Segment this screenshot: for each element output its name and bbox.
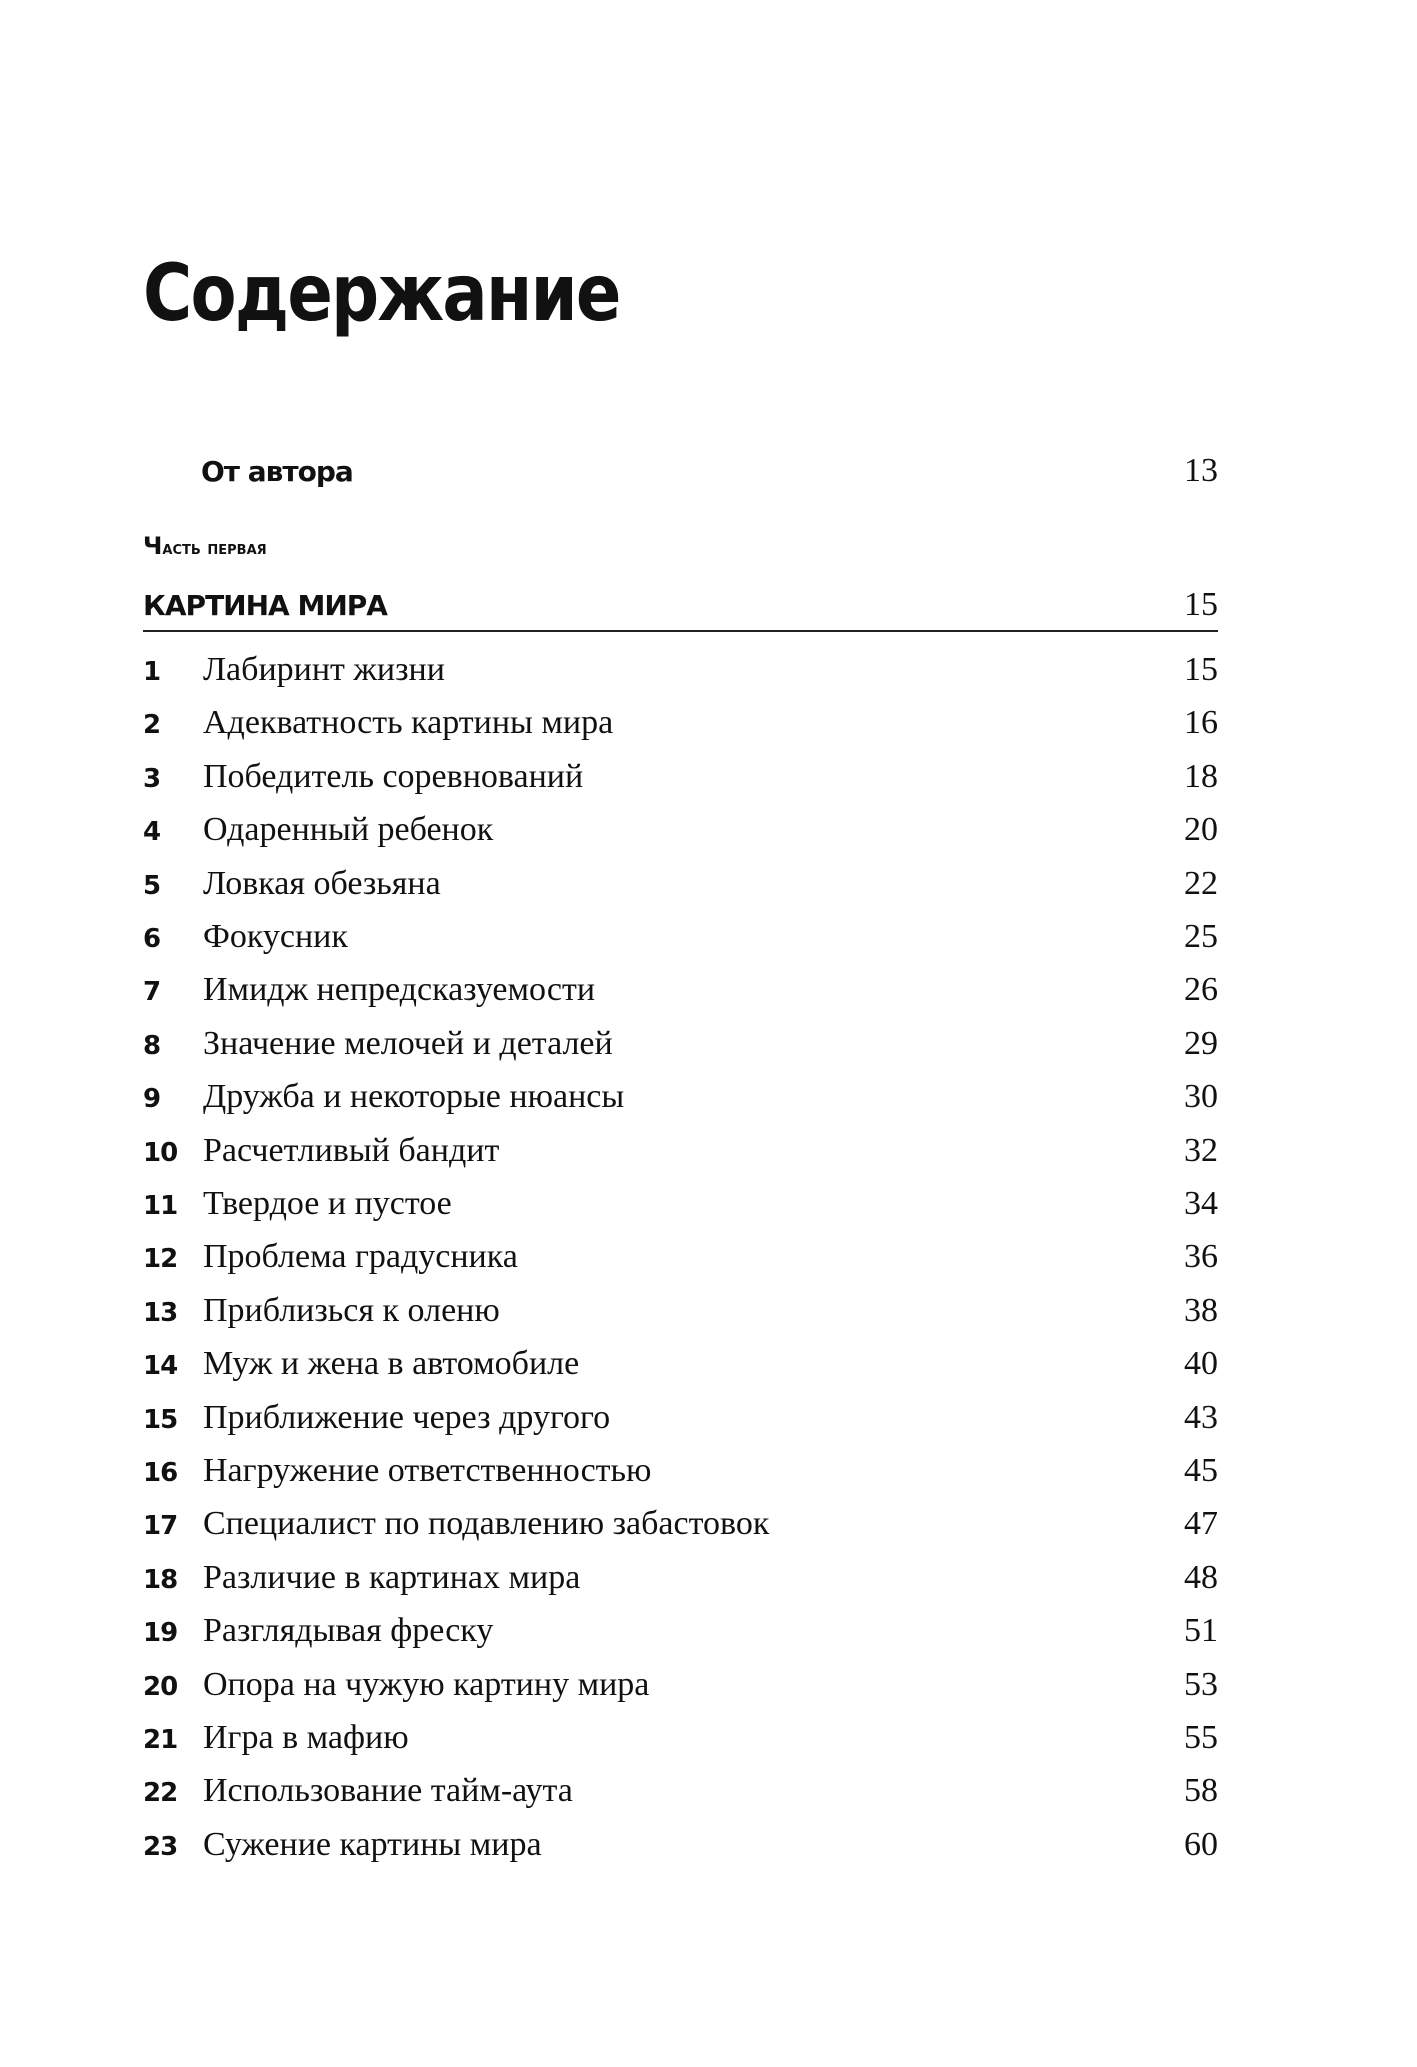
chapter-number: 21 (143, 1725, 178, 1755)
chapter-title: Опора на чужую картину мира (203, 1666, 650, 1703)
chapter-number: 10 (143, 1138, 178, 1168)
chapter-title: Расчетливый бандит (203, 1132, 500, 1169)
chapter-title: Различие в картинах мира (203, 1559, 581, 1596)
toc-entry-chapter[interactable] (143, 752, 1218, 802)
chapter-page: 60 (1184, 1826, 1218, 1863)
chapter-page: 26 (1184, 971, 1218, 1008)
chapter-number: 3 (143, 764, 161, 794)
chapter-number: 7 (143, 977, 161, 1007)
chapter-title: Победитель соревнований (203, 758, 584, 795)
toc-entry-chapter[interactable] (143, 1072, 1218, 1122)
chapter-page: 53 (1184, 1666, 1218, 1703)
chapter-title: Фокусник (203, 918, 348, 955)
chapter-number: 9 (143, 1084, 161, 1114)
toc-entry-chapter[interactable] (143, 1766, 1218, 1816)
chapter-title: Нагружение ответственностью (203, 1452, 652, 1489)
chapter-number: 2 (143, 710, 161, 740)
chapter-page: 45 (1184, 1452, 1218, 1489)
toc-entry-chapter[interactable] (143, 1660, 1218, 1710)
chapter-page: 30 (1184, 1078, 1218, 1115)
toc-entry-chapter[interactable] (143, 1820, 1218, 1870)
chapter-number: 22 (143, 1778, 178, 1808)
part-label (143, 532, 267, 560)
chapter-title: Использование тайм-аута (203, 1772, 573, 1809)
toc-entry-chapter[interactable] (143, 645, 1218, 695)
part-label-rest: асть первая (162, 537, 267, 559)
chapter-number: 14 (143, 1351, 178, 1381)
chapter-number: 18 (143, 1565, 178, 1595)
toc-entry-chapter[interactable] (143, 965, 1218, 1015)
chapter-title: Адекватность картины мира (203, 704, 614, 741)
chapter-number: 13 (143, 1298, 178, 1328)
chapter-page: 20 (1184, 811, 1218, 848)
toc-entry-chapter[interactable] (143, 1393, 1218, 1443)
part-page: 15 (1184, 586, 1218, 623)
chapter-page: 38 (1184, 1292, 1218, 1329)
page-title: Содержание (143, 249, 620, 339)
toc-entry-author[interactable] (201, 446, 1218, 496)
chapter-page: 40 (1184, 1345, 1218, 1382)
part-heading[interactable] (143, 580, 1218, 632)
toc-entry-chapter[interactable] (143, 1499, 1218, 1549)
part-title: КАРТИНА МИРА (143, 589, 387, 622)
chapter-page: 29 (1184, 1025, 1218, 1062)
chapter-title: Лабиринт жизни (203, 651, 445, 688)
chapter-title: Игра в мафию (203, 1719, 409, 1756)
chapter-page: 25 (1184, 918, 1218, 955)
chapter-title: Значение мелочей и деталей (203, 1025, 613, 1062)
toc-entry-chapter[interactable] (143, 1713, 1218, 1763)
chapter-number: 20 (143, 1672, 178, 1702)
chapter-number: 12 (143, 1244, 178, 1274)
toc-entry-chapter[interactable] (143, 1286, 1218, 1336)
chapter-number: 1 (143, 657, 161, 687)
toc-entry-chapter[interactable] (143, 1606, 1218, 1656)
chapter-title: Проблема градусника (203, 1238, 518, 1275)
toc-entry-chapter[interactable] (143, 698, 1218, 748)
toc-entry-chapter[interactable] (143, 859, 1218, 909)
toc-entry-chapter[interactable] (143, 805, 1218, 855)
toc-entry-chapter[interactable] (143, 1446, 1218, 1496)
toc-entry-chapter[interactable] (143, 1126, 1218, 1176)
toc-entry-chapter[interactable] (143, 1339, 1218, 1389)
toc-entry-title: От автора (201, 455, 353, 488)
chapter-page: 48 (1184, 1559, 1218, 1596)
chapter-number: 6 (143, 924, 161, 954)
chapter-number: 23 (143, 1832, 178, 1862)
chapter-page: 34 (1184, 1185, 1218, 1222)
chapter-page: 22 (1184, 865, 1218, 902)
chapter-number: 17 (143, 1511, 178, 1541)
toc-entry-chapter[interactable] (143, 1232, 1218, 1282)
chapter-page: 51 (1184, 1612, 1218, 1649)
chapter-title: Приблизься к оленю (203, 1292, 500, 1329)
chapter-page: 15 (1184, 651, 1218, 688)
part-label-initial: Ч (143, 532, 163, 560)
chapter-number: 4 (143, 817, 161, 847)
toc-entry-chapter[interactable] (143, 1019, 1218, 1069)
chapter-title: Муж и жена в автомобиле (203, 1345, 580, 1382)
chapter-title: Ловкая обезьяна (203, 865, 441, 902)
chapter-page: 32 (1184, 1132, 1218, 1169)
chapter-page: 43 (1184, 1399, 1218, 1436)
chapter-page: 16 (1184, 704, 1218, 741)
chapter-title: Имидж непредсказуемости (203, 971, 596, 1008)
chapter-page: 36 (1184, 1238, 1218, 1275)
chapter-number: 15 (143, 1405, 178, 1435)
chapter-number: 5 (143, 871, 161, 901)
chapter-title: Сужение картины мира (203, 1826, 542, 1863)
chapter-title: Дружба и некоторые нюансы (203, 1078, 625, 1115)
chapter-number: 11 (143, 1191, 178, 1221)
toc-entry-page: 13 (1184, 452, 1218, 489)
chapter-number: 19 (143, 1618, 178, 1648)
chapter-title: Приближение через другого (203, 1399, 611, 1436)
toc-entry-chapter[interactable] (143, 1553, 1218, 1603)
chapter-title: Специалист по подавлению забастовок (203, 1505, 770, 1542)
chapter-page: 58 (1184, 1772, 1218, 1809)
toc-entry-chapter[interactable] (143, 912, 1218, 962)
chapter-page: 18 (1184, 758, 1218, 795)
chapter-page: 47 (1184, 1505, 1218, 1542)
chapter-title: Разглядывая фреску (203, 1612, 494, 1649)
chapter-number: 8 (143, 1031, 161, 1061)
toc-entry-chapter[interactable] (143, 1179, 1218, 1229)
chapter-title: Одаренный ребенок (203, 811, 494, 848)
chapter-title: Твердое и пустое (203, 1185, 452, 1222)
chapter-number: 16 (143, 1458, 178, 1488)
chapter-page: 55 (1184, 1719, 1218, 1756)
